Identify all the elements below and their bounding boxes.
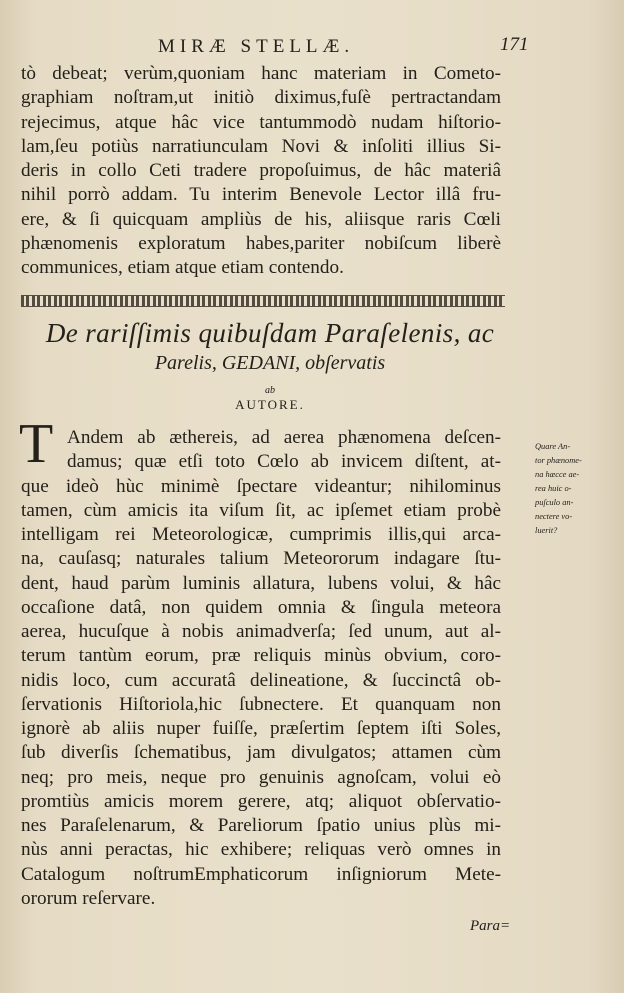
- text-line: graphiam noſtram,ut initiò diximus,fuſè pertractandam: [21, 87, 501, 109]
- marginal-note-line: Quare An-: [535, 442, 571, 451]
- text-line: ſervationis Hiſtoriola,hic ſubnectere. Et quanquam non: [21, 693, 501, 715]
- text-line: ororum reſervare.: [21, 887, 156, 909]
- section-subheading: Parelis, GEDANI, obſervatis: [154, 352, 386, 374]
- section-heading: De rariſſimis quibuſdam Paraſelenis, ac: [45, 318, 495, 348]
- marginal-note-line: puſculo an-: [535, 498, 574, 507]
- marginal-note-line: luerit?: [535, 526, 558, 535]
- catchword: Para=: [470, 918, 511, 934]
- text-line: Catalogum noſtrumEmphaticorum inſigniorum Mete-: [21, 863, 501, 885]
- closing-paragraph: [21, 62, 501, 280]
- text-line: ſub diverſis ſchematibus, jam divulgatos; attamen cùm: [21, 742, 501, 764]
- marginal-note-line: nectere vo-: [535, 512, 573, 521]
- text-line: na, cauſasq; naturales talium Meteororum indagare ſtu-: [21, 548, 501, 570]
- text-line: tamen, cùm amicis ita viſum ſit, ac ipſemet etiam probè: [21, 499, 501, 521]
- text-line: dent, haud parùm luminis allatura, lubens volui, & hâc: [21, 572, 501, 594]
- text-line: terum tantùm eorum, præ reliquis minùs obvium, coro-: [21, 645, 501, 667]
- text-line: ere, & ſi quicquam ampliùs de his, aliisque raris Cœli: [21, 208, 501, 230]
- text-line: rejecimus, atque hâc vice tantummodò nudam hiſtorio-: [21, 111, 501, 133]
- text-line: neq; pro meis, neque pro genuinis agnoſcam, volui eò: [21, 766, 501, 788]
- text-line: aerea, hucuſque à nobis animadverſa; ſed unum, aut al-: [21, 621, 501, 642]
- marginal-note: [535, 440, 613, 538]
- author-label: AUTORE.: [235, 397, 305, 412]
- marginal-note-line: na hæcce ae-: [535, 470, 580, 479]
- main-paragraph: [21, 426, 501, 911]
- running-head: [0, 36, 624, 60]
- text-line: nes Paraſelenarum, & Pareliorum ſpatio unius plùs mi-: [21, 815, 501, 836]
- text-line: intelligam rei Meteorologicæ, cumprimis illis,qui arca-: [21, 524, 501, 545]
- text-line: deris in collo Ceti tradere propoſuimus, de hâc materiâ: [21, 160, 501, 181]
- text-line: nùs anni peractas, hic exhibere; reliquas verò omnes in: [21, 839, 501, 861]
- marginal-note-line: rea huic o-: [535, 484, 572, 493]
- ornamental-divider: [21, 296, 505, 306]
- text-line: lam,ſeu potiùs narratiunculam Novi & inſoliti illius Si-: [21, 135, 501, 157]
- text-line: nihil porrò addam. Tu interim Benevole Lector illâ fru-: [21, 184, 501, 206]
- text-line: promtiùs amicis morem gerere, atq; aliquot obſervatio-: [21, 790, 501, 812]
- text-line: occaſione datâ, non quidem omnia & ſingula meteora: [21, 596, 501, 618]
- text-line: damus; quæ etſi toto Cœlo ab invicem diſtent, at-: [67, 451, 501, 473]
- text-line: communices, etiam atque etiam contendo.: [21, 257, 344, 278]
- text-line: que ideò hùc minimè ſpectare videantur; nihilominus: [21, 475, 501, 497]
- text-line: nidis loco, cum accuratâ delineatione, & ſuccinctâ ob-: [21, 669, 501, 691]
- drop-cap: T: [19, 413, 54, 475]
- running-title: MIRÆ STELLÆ.: [158, 36, 355, 57]
- ab-label: ab: [265, 385, 275, 396]
- text-line: Andem ab æthereis, ad aerea phænomena deſcen-: [67, 427, 501, 448]
- text-line: tò debeat; verùm,quoniam hanc materiam in Cometo-: [21, 63, 501, 84]
- text-line: phænomenis exploratum habes,pariter nobiſcum liberè: [21, 232, 501, 254]
- marginal-note-line: tor phænome-: [535, 456, 582, 465]
- text-line: ignorè ab aliis nuper fuiſſe, præſertim ſeptem iſti Soles,: [21, 718, 501, 739]
- page-number: 171: [500, 34, 529, 55]
